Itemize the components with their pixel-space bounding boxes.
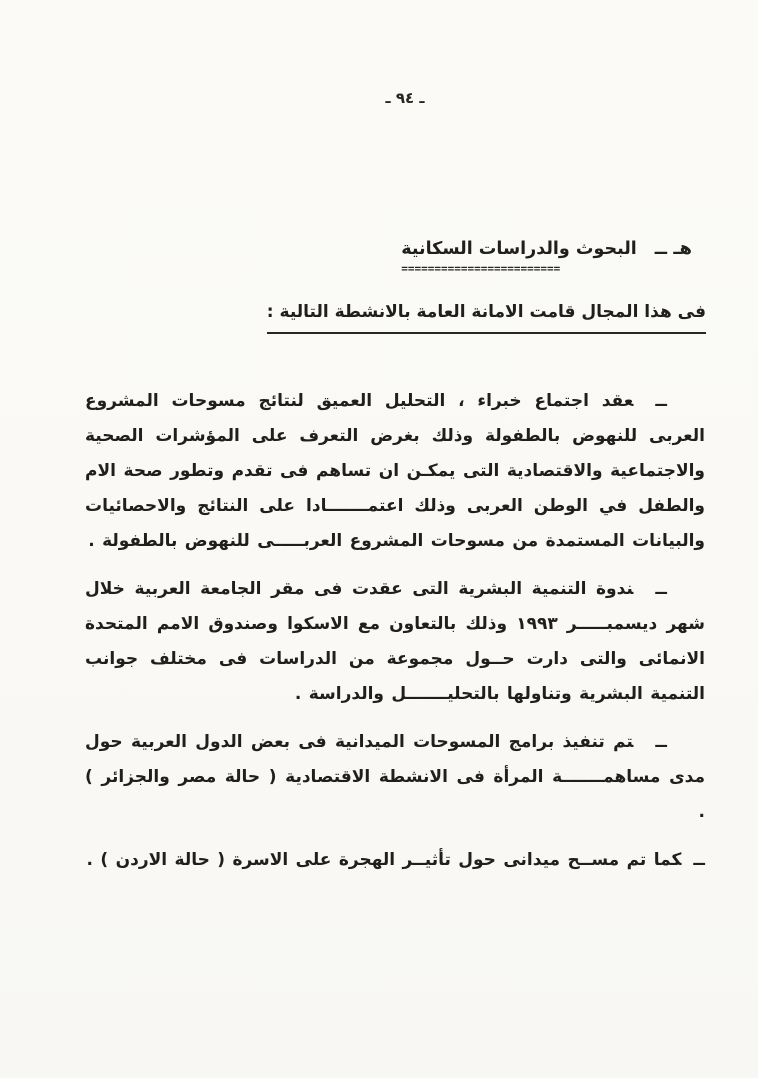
sub-paragraph (85, 843, 705, 878)
paragraph (85, 384, 705, 559)
section-marker: هـ ــ (654, 238, 692, 259)
page-number-row (0, 88, 758, 107)
paragraph-text: ندوة التنمية البشرية التى عقدت فى مقر الجامعة العربية خلال شهر ديسمبـــــر ١٩٩٣ وذلك بالتعاون مع الاسكوا وصندوق الامم المتحدة الانمائى والتى دارت حــول مجموعة من الدراسات فى مختلف جوانب التنمية البشرية وتناولها بالتحليـــــــل والدراسة . (85, 579, 705, 704)
section-title-block (401, 237, 637, 274)
intro-sentence: فى هذا المجال قامت الامانة العامة بالانشطة التالية : (267, 300, 706, 334)
section-title: البحوث والدراسات السكانية (401, 239, 637, 259)
paragraph-text: كما تم مســح ميدانى حول تأثيــر الهجرة على الاسرة ( حالة الاردن ) . (86, 850, 682, 870)
bullet-dash: ــ (655, 579, 667, 599)
paragraph-text: عقد اجتماع خبراء ، التحليل العميق لنتائج مسوحات المشروع العربى للنهوض بالطفولة وذلك بغرض التعرف على المؤشرات الصحية والاجتماعية والاقتصادية التى يمكـن ان تساهم فى تقدم وتطور صحة الام والطفل في الوطن العربى وذلك اعتمـــــــادا على النتائج والاحصائيات والبيانات المستمدة من مسوحات المشروع العربـــــى للنهوض بالطفولة . (85, 391, 705, 551)
intro-row (0, 300, 758, 334)
bullet-dash: ــ (693, 850, 705, 870)
page-number: ـ ٩٤ ـ (385, 89, 425, 107)
bullet-dash: ــ (655, 732, 667, 752)
section-title-underline: ======================== (401, 262, 561, 275)
body-text (0, 384, 758, 878)
section-heading (0, 237, 758, 274)
bullet-dash: ــ (655, 391, 667, 411)
paragraph-text: تم تنفيذ برامج المسوحات الميدانية فى بعض الدول العربية حول مدى مساهمـــــــة المرأة فى الانشطة الاقتصادية ( حالة مصر والجزائر ) . (85, 732, 705, 822)
paragraph (85, 572, 705, 712)
paragraph (85, 725, 705, 830)
